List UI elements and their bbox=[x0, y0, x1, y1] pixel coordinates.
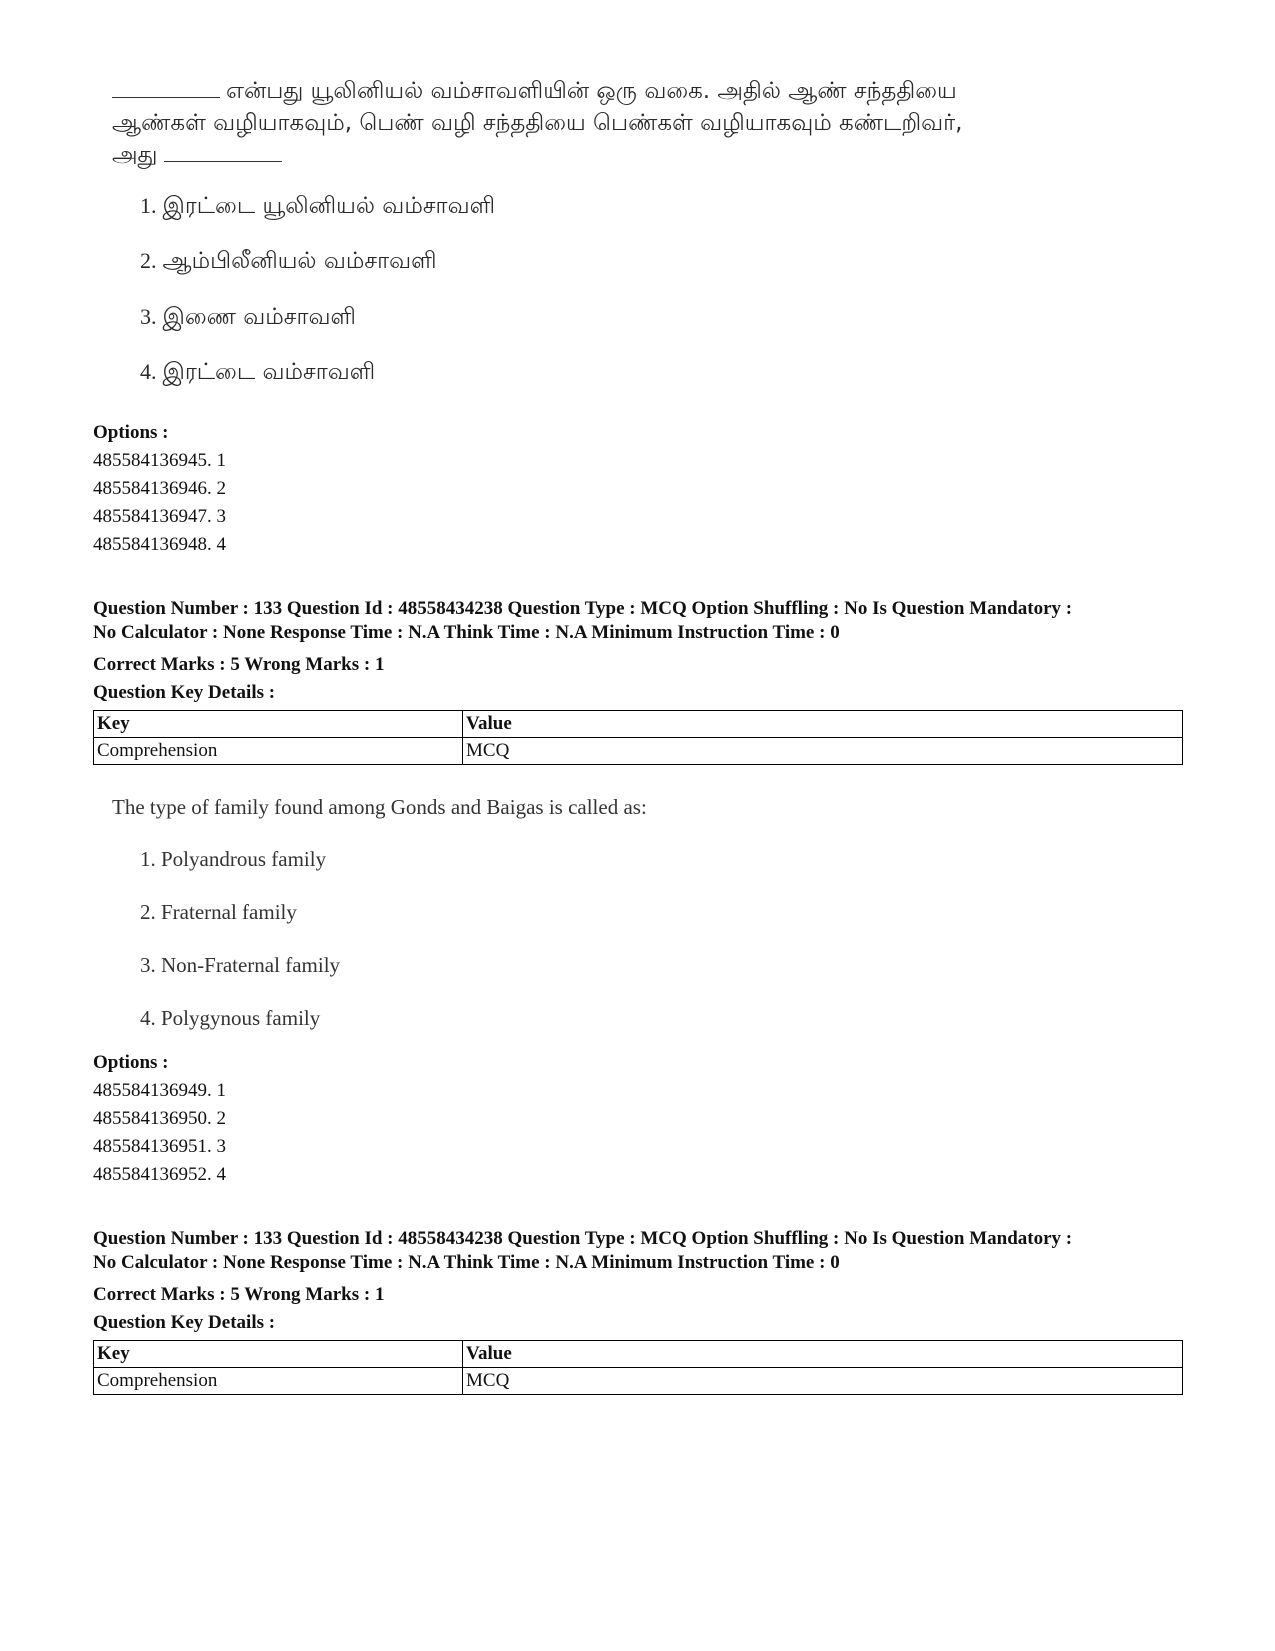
table-header-value: Value bbox=[463, 711, 1183, 738]
option-id-1: 485584136945. 1 bbox=[93, 450, 226, 471]
question-option-4: 4. Polygynous family bbox=[140, 1006, 321, 1030]
key-details-label: Question Key Details : bbox=[93, 682, 276, 703]
table-header-key: Key bbox=[94, 1341, 463, 1368]
option-number: 1. bbox=[140, 193, 157, 218]
question-meta-2 bbox=[93, 1227, 1193, 1275]
table-cell-value: MCQ bbox=[463, 1368, 1183, 1395]
tamil-option-3 bbox=[140, 304, 356, 333]
question-meta-2-line-2: No Calculator : None Response Time : N.A Think Time : N.A Minimum Instruction Time : 0 bbox=[93, 1252, 840, 1273]
option-id-2: 485584136946. 2 bbox=[93, 478, 226, 499]
table-row bbox=[94, 738, 1183, 765]
marks-line-2: Correct Marks : 5 Wrong Marks : 1 bbox=[93, 1284, 385, 1305]
option-id-5: 485584136949. 1 bbox=[93, 1080, 226, 1101]
option-text: இரட்டை யூலினியல் வம்சாவளி bbox=[162, 193, 496, 219]
tamil-option-4 bbox=[140, 359, 375, 388]
option-text: ஆம்பிலீனியல் வம்சாவளி bbox=[162, 248, 437, 274]
option-id-8: 485584136952. 4 bbox=[93, 1164, 226, 1185]
question-meta-2-line-1: Question Number : 133 Question Id : 48558434238 Question Type : MCQ Option Shuffling : No Is Question Mandatory : bbox=[93, 1228, 1073, 1249]
option-id-7: 485584136951. 3 bbox=[93, 1136, 226, 1157]
table-row bbox=[94, 1368, 1183, 1395]
options-label: Options : bbox=[93, 422, 169, 443]
question-option-1: 1. Polyandrous family bbox=[140, 847, 327, 871]
marks-line: Correct Marks : 5 Wrong Marks : 1 bbox=[93, 654, 385, 675]
table-header-row bbox=[94, 1341, 1183, 1368]
question-meta bbox=[93, 597, 1193, 645]
tamil-question-line-3 bbox=[112, 139, 1162, 171]
table-cell-value: MCQ bbox=[463, 738, 1183, 765]
tamil-question bbox=[112, 75, 1162, 171]
question-option-2: 2. Fraternal family bbox=[140, 900, 297, 924]
key-details-table bbox=[93, 710, 1183, 765]
answer-blank bbox=[112, 77, 220, 98]
tamil-question-line-2: ஆண்கள் வழியாகவும், பெண் வழி சந்ததியை பெண்கள் வழியாகவும் கண்டறிவர், bbox=[112, 110, 963, 136]
question-meta-line-1: Question Number : 133 Question Id : 48558434238 Question Type : MCQ Option Shuffling : No Is Question Mandatory : bbox=[93, 598, 1073, 619]
question-option-3: 3. Non-Fraternal family bbox=[140, 953, 341, 977]
tamil-line-1-text: என்பது யூலினியல் வம்சாவளியின் ஒரு வகை. அதில் ஆண் சந்ததியை bbox=[226, 78, 957, 104]
question-meta-line-2: No Calculator : None Response Time : N.A Think Time : N.A Minimum Instruction Time : 0 bbox=[93, 622, 840, 643]
table-cell-key: Comprehension bbox=[94, 1368, 463, 1395]
option-id-6: 485584136950. 2 bbox=[93, 1108, 226, 1129]
option-id-4: 485584136948. 4 bbox=[93, 534, 226, 555]
options-label-2: Options : bbox=[93, 1052, 169, 1073]
key-details-table-2 bbox=[93, 1340, 1183, 1395]
option-text: இணை வம்சாவளி bbox=[162, 304, 356, 330]
option-number: 3. bbox=[140, 304, 157, 329]
question-text: The type of family found among Gonds and Baigas is called as: bbox=[112, 795, 647, 819]
table-header-value: Value bbox=[463, 1341, 1183, 1368]
table-cell-key: Comprehension bbox=[94, 738, 463, 765]
option-text: இரட்டை வம்சாவளி bbox=[162, 359, 376, 385]
table-header-row bbox=[94, 711, 1183, 738]
option-number: 2. bbox=[140, 248, 157, 273]
tamil-line-3-text: அது bbox=[112, 142, 158, 168]
tamil-option-1 bbox=[140, 193, 495, 222]
key-details-label-2: Question Key Details : bbox=[93, 1312, 276, 1333]
option-number: 4. bbox=[140, 359, 157, 384]
answer-blank-2 bbox=[164, 141, 282, 162]
table-header-key: Key bbox=[94, 711, 463, 738]
tamil-question-line-1 bbox=[112, 75, 1162, 107]
tamil-option-2 bbox=[140, 248, 437, 277]
option-id-3: 485584136947. 3 bbox=[93, 506, 226, 527]
